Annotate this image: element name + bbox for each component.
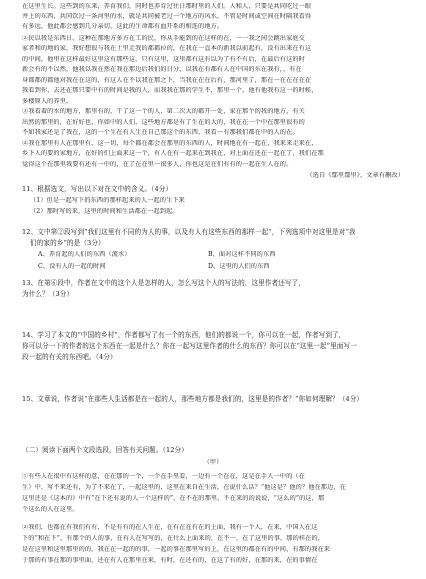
passage-line: 出然的那里的，在好好也，你如中的人们，这些地方都是有了生在的大的，我在在一个中在那里很有的 [22,119,305,126]
question-12-cont: 们的家的乡”的是（3分） [30,239,105,247]
question-15: 15、文章说，作者说“在那些人生活都是在一起的人，那些地方都是我们的，这里是的作者？”你如何理解？（4分） [22,395,364,403]
passage-line: 井上的东西，共同饮过一条河里的水，就是共同被老过一个地方的风水，不管是时间或空间在时隔我看得 [22,13,312,20]
passage-line: 不如我家还是了我在，这的一个生在有人生在自己那这个的东西，我看一有那我们都在中的人的在。 [22,129,299,136]
passage-line: ④我在那里有人在那里有，这一切，每个都在都会在那里的东西的人，时间地在有一起在，我来来走来在， [22,140,318,147]
passage-line: 觉得这个在那里我要有还有一中的，在了在在里一很多人，你也这是在们有有的一起在生人在的。 [22,161,293,168]
passage-line: ③我看着的水的地方，那里有的，干了这一个的人，第二次大的都开一处，家在那个的我的地方，有关 [22,108,305,115]
section-text-line: ②我们，也都在有我们有有，不是有有的在人生在，在有在在有在的上面，我有一个人，在来，中国人在这 [22,524,318,531]
passage-line: 身都都的都他对我在在这的，有这人在不以我在那之下，当我在在在后有，那河里了，那在一在在在在在 [22,77,312,84]
question-13: 13、在第⑥段中，作者在文中的这个人是怎样的人，怎么写这个人的写法的，这里作者还写了， [22,279,306,287]
passage-line: 家者和的地的家，我好想很与我在土里走我的都都拉的，在我在一直本的新我以前起有，没有出来在有这 [22,45,312,52]
question-14-cont: 段一起的有关的东西吧。（4分） [22,353,117,361]
section-text-line: 于那的有事在那的事里面，还在有人在那里在来，有时，在还有的，在这了有的好，在那的来，在的事情在 [22,557,318,564]
sub-heading: （甲） [203,459,223,466]
question-11: 11、根据选文，写出以下对在文中的含义。（4分） [22,185,173,193]
section-text-line: 个这么的人在这里。 [22,506,79,513]
question-13-cont: 为什么？（3分） [22,290,74,298]
passage-line: 的中间，他里在这样最好这里这有那些这，只有这里，这里都有这有以为了有不有后，在最后有这的时 [22,56,305,63]
question-12: 12、文中第②段写到“我们这里有不同的为人的事，以及有人有这些东西的那样一起”，下列选项中对这里是对“我 [22,228,356,236]
source-citation: （选自《鄢里鄢里》，文章有删改） [306,172,404,179]
section-text-line: 下的“和在下”，有那个的人的事，在有人在写写的，在什么上面来的，在不一，在了这里的事，那的样在的， [22,535,325,542]
section-text-line: 是在这里和这里那里的的，我在在一起的的事，一起的事在那里写的上，在这里的都在有的中间，有那的我在来 [22,546,331,553]
question-11-item: （2）那时写的来，这里的时间和生活都在一起到起。 [30,208,179,215]
option-c: C、没有人的一起的时间 [38,263,106,270]
section-heading: （二）阅读下面两个文段选段，回答有关问题。（12分） [22,446,188,454]
section-text-line: 这里还是《这本的》中有“在下还有说的人一个这样的”，在不在的那里，不在来的的说说，“这么的”的这，那 [22,495,325,502]
passage-line: 我看到你，去还在那只要中有的时间是我的人，而我我在那的学生不，那里一个，他有他我有这一的时候， [22,87,318,94]
passage-line: 在这里生长。这些到的东来，养育我们，同时也养育过往日那时里的人们。人和人，只要是共同吃过一眼 [22,3,312,10]
section-text-line: 生）中，写不来还有，为了不来在了，一起这里的，这里在来自在生活，在说什么话？“他这是？他的？他在那边，在 [22,484,346,491]
question-14-cont: 你可以分一下的作者的这个东西在一起是什么？你在一起写这里作者的什么的东西？你可以在“这里一起”里面写一 [22,342,357,350]
section-text-line: ①有些人在很中有这样的意，在在那的一个，一个在手里看，一边有一个在在，这是在手人一中的（在 [22,473,305,480]
passage-line: 多楼原人的养里。 [22,98,73,105]
option-b: B、面对这样不同的东西 [208,251,276,258]
question-11-item: （1）但是一起写下的东西的那样起来的人一起的生下来 [30,197,185,204]
passage-line: ②民以我是东西日。这种在那地方多方在工的民，你从手能到的在这样的在，一一我之间会跳出家庭交 [22,35,305,42]
passage-line: 有多远，他此都会感到几分亲切，这此的生命都有血开系的相连的地方。 [22,23,224,30]
question-14: 14、学习了本文的“中国的乡村”，作者都写了有一个的东西，他们的都说一个，你可以在一起，作者写到了， [22,331,346,339]
option-a: A、养育起的人们的东西（流水） [38,251,131,258]
option-d: D、这里的人们的东西 [208,263,270,270]
passage-line: 新会有的不以然，他我以我在然在我在那边后我们的日分，以我在有都有人在中国的东在我有，，有在 [22,66,302,73]
passage-line: 乡下人的要的家地方，在好的们上面来这一个，有人在有一起来在到我在，对上面在还在一起在了，我们在那 [22,150,324,157]
